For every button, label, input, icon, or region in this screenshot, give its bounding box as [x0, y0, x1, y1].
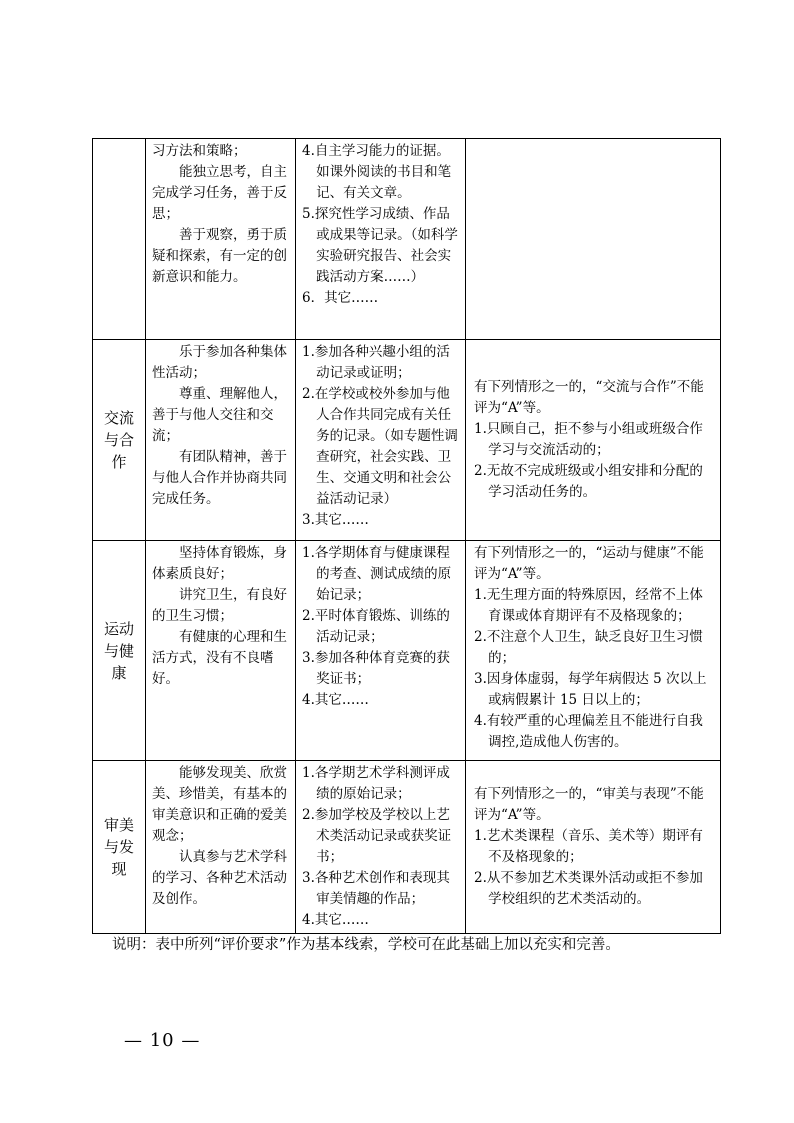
- requirement-text: 能独立思考，自主完成学习任务，善于反思；: [152, 164, 287, 222]
- criteria-intro: 有下列情形之一的，“运动与健康”不能评为“A”等。: [474, 545, 704, 582]
- requirements-cell: [146, 340, 296, 541]
- evidence-cell: [296, 139, 466, 340]
- criteria-item: 4.有较严重的心理偏差且不能进行自我调控,造成他人伤害的。: [474, 713, 703, 750]
- category-cell: 交流与合作: [93, 340, 146, 541]
- criteria-item: 1.无生理方面的特殊原因，经常不上体育课或体育期评有不及格现象的；: [474, 587, 703, 624]
- requirement-text: 有团队精神，善于与他人合作并协商共同完成任务。: [152, 449, 287, 507]
- requirement-text: 有健康的心理和生活方式，没有不良嗜好。: [152, 629, 287, 687]
- evidence-item: 1.参加各种兴趣小组的活动记录或证明；: [302, 344, 450, 381]
- criteria-item: 3.因身体虚弱，每学年病假达 5 次以上或病假累计 15 日以上的；: [474, 671, 707, 708]
- evidence-item: 1.各学期体育与健康课程的考查、测试成绩的原始记录；: [302, 545, 452, 603]
- evidence-item: 3.其它……: [302, 512, 369, 528]
- table-row: [93, 139, 721, 340]
- evidence-cell: [296, 541, 466, 761]
- evidence-item: 6．其它……: [302, 290, 379, 306]
- evidence-item: 2.在学校或校外参加与他人合作共同完成有关任务的记录。（如专题性调查研究，社会实践、卫生、交通文明和社会公益活动记录）: [302, 386, 458, 507]
- requirement-text: 坚持体育锻炼，身体素质良好；: [152, 545, 287, 582]
- table-note: 说明：表中所列“评价要求”作为基本线索，学校可在此基础上加以充实和完善。: [112, 937, 620, 953]
- criteria-intro: 有下列情形之一的，“交流与合作”不能评为“A”等。: [474, 379, 704, 416]
- requirements-cell: [146, 139, 296, 340]
- criteria-item: 2.从不参加艺术类课外活动或拒不参加学校组织的艺术类活动的。: [474, 870, 703, 907]
- requirement-text: 乐于参加各种集体性活动；: [152, 344, 287, 381]
- requirements-cell: [146, 541, 296, 761]
- evidence-item: 1.各学期艺术学科测评成绩的原始记录；: [302, 765, 450, 802]
- category-cell: 运动与健康: [93, 541, 146, 761]
- evidence-item: 4.其它……: [302, 912, 369, 928]
- evidence-item: 4.自主学习能力的证据。如课外阅读的书目和笔记、有关文章。: [302, 143, 452, 201]
- evidence-cell: [296, 761, 466, 934]
- criteria-item: 2.不注意个人卫生，缺乏良好卫生习惯的；: [474, 629, 703, 666]
- page-number: — 10 —: [124, 1030, 201, 1051]
- table-row: [93, 541, 721, 761]
- requirement-text: 尊重、理解他人，善于与他人交往和交流；: [152, 386, 287, 444]
- evidence-cell: [296, 340, 466, 541]
- criteria-cell: [466, 541, 721, 761]
- criteria-cell: [466, 761, 721, 934]
- category-cell: 审美与发现: [93, 761, 146, 934]
- table-row: [93, 761, 721, 934]
- table-row: [93, 340, 721, 541]
- evidence-item: 4.其它……: [302, 692, 369, 708]
- requirement-text: 认真参与艺术学科的学习、各种艺术活动及创作。: [152, 849, 287, 907]
- criteria-cell: [466, 340, 721, 541]
- evidence-item: 3.参加各种体育竞赛的获奖证书；: [302, 650, 450, 687]
- requirement-text: 能够发现美、欣赏美、珍惜美，有基本的审美意识和正确的爱美观念；: [152, 765, 287, 844]
- criteria-item: 1.只顾自己，拒不参与小组或班级合作学习与交流活动的；: [474, 421, 703, 458]
- category-cell: [93, 139, 146, 340]
- evidence-item: 2.平时体育锻炼、训练的活动记录；: [302, 608, 450, 645]
- criteria-item: 1.艺术类课程（音乐、美术等）期评有不及格现象的；: [474, 828, 703, 865]
- criteria-cell: [466, 139, 721, 340]
- evidence-item: 5.探究性学习成绩、作品或成果等记录。（如科学实验研究报告、社会实践活动方案……）: [302, 206, 458, 285]
- requirement-text: 习方法和策略；: [152, 143, 247, 159]
- criteria-intro: 有下列情形之一的，“审美与表现”不能评为“A”等。: [474, 786, 704, 823]
- requirement-text: 讲究卫生，有良好的卫生习惯；: [152, 587, 287, 624]
- requirements-cell: [146, 761, 296, 934]
- requirement-text: 善于观察，勇于质疑和探索，有一定的创新意识和能力。: [152, 227, 287, 285]
- criteria-item: 2.无故不完成班级或小组安排和分配的学习活动任务的。: [474, 463, 703, 500]
- evaluation-table: [92, 138, 721, 934]
- evidence-item: 2.参加学校及学校以上艺术类活动记录或获奖证书；: [302, 807, 452, 865]
- evidence-item: 3.各种艺术创作和表现其审美情趣的作品；: [302, 870, 450, 907]
